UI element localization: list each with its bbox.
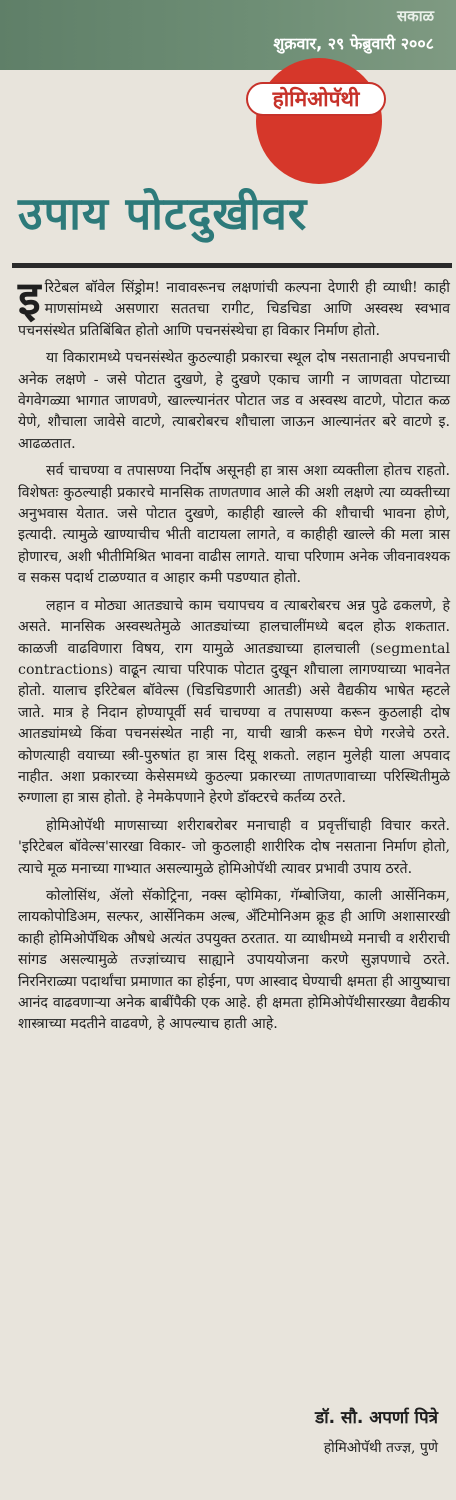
article-paragraph: कोलोसिंथ, ॲलो सॅकोट्रिना, नक्स व्होमिका, गॅम्बोजिया, काली आर्सेनिकम, लायकोपोडिअम, सल्फर, आर्सेनिकम अल्ब, ॲंटिमोनिअम क्रूड ही आणि अशासारखी काही होमिओपॅथिक औषधे अत्यंत उपयुक्त ठरतात. या व्याधीमध्ये मनाची व शरीराची सांगड असल्यामुळे तज्ज्ञांच्याच साह्याने उपाययोजना करणे सुज्ञपणाचे ठरते. निरनिराळ्या पदार्थांचा प्रमाणात का होईना, पण आस्वाद घेण्याची क्षमता ही आयुष्याचा आनंद वाढवणाऱ्या अनेक बाबींपैकी एक आहे. ही क्षमता होमिओपॅथीसारख्या वैद्यकीय शास्त्राच्या मदतीने वाढवणे, हे आपल्याच हाती आहे. xyxy=(18,887,450,1033)
section-tag: होमिओपॅथी xyxy=(246,82,386,116)
author-name: डॉ. सौ. अपर्णा पित्रे xyxy=(315,1408,438,1428)
article-paragraph: होमिओपॅथी माणसाच्या शरीराबरोबर मनाचाही व प्रवृत्तींचाही विचार करते. 'इरिटेबल बॉवेल्स'सारखा विकार- जो कुठलाही शारीरिक दोष नसताना निर्माण होतो, त्याचे मूळ मनाच्या गाभ्यात असल्यामुळे होमिओपॅथी त्यावर प्रभावी उपाय ठरते. xyxy=(18,817,450,877)
author-role: होमिओपॅथी तज्ज्ञ, पुणे xyxy=(323,1440,438,1456)
article-paragraph xyxy=(18,271,450,342)
section-circle-graphic xyxy=(256,58,382,184)
masthead-band xyxy=(0,0,456,70)
article-body xyxy=(18,271,450,1042)
drop-cap: इ xyxy=(18,271,41,325)
article-paragraph: सर्व चाचण्या व तपासण्या निर्दोष असूनही हा त्रास अशा व्यक्तीला होतच राहतो. विशेषतः कुठल्याही प्रकारचे मानसिक ताणतणाव आले की अशी लक्षणे त्या व्यक्तीच्या अनुभवास येतात. जसे पोटात दुखणे, काहीही खाल्ले की शौचाची भावना होणे, इत्यादी. त्यामुळे खाण्याचीच भीती वाटायला लागते, व काहीही खाल्ले की मला त्रास होणारच, अशी भीतीमिश्रित भावना वाढीस लागते. याचा परिणाम अनेक जीवनावश्यक व सकस पदार्थ टाळण्यात व आहार कमी पडण्यात होतो. xyxy=(18,463,450,587)
paragraph-text: रिटेबल बॉवेल सिंड्रोम! नावावरूनच लक्षणांची कल्पना देणारी ही व्याधी! काही माणसांमध्ये असणारा सततचा रागीट, चिडचिडा आणि अस्वस्थ स्वभाव पचनसंस्थेत प्रतिबिंबित होतो आणि पचनसंस्थेचा हा विकार निर्माण होतो. xyxy=(18,280,450,339)
article-paragraph: या विकारामध्ये पचनसंस्थेत कुठल्याही प्रकारचा स्थूल दोष नसतानाही अपचनाची अनेक लक्षणे - जसे पोटात दुखणे, हे दुखणे एकाच जागी न जाणवता पोटाच्या वेगवेगळ्या भागात जाणवणे, खाल्ल्यानंतर पोटात जड व अस्वस्थ वाटणे, पोटात कळ येणे, शौचाला जावेसे वाटणे, त्याबरोबरच शौचाला जाऊन आल्यानंतर बरे वाटणे इ. आढळतात. xyxy=(18,350,450,452)
publication-date: शुक्रवार, २९ फेब्रुवारी २००८ xyxy=(273,34,434,53)
article-paragraph: लहान व मोठ्या आतड्याचे काम चयापचय व त्याबरोबरच अन्न पुढे ढकलणे, हे असते. मानसिक अस्वस्थतेमुळे आतड्यांच्या हालचालींमध्ये बदल होऊ शकतात. काळजी वाढविणारा विषय, राग यामुळे आतड्याच्या हालचाली (segmental contractions) वाढून त्याचा परिपाक पोटात दुखून शौचाला लागण्याच्या भावनेत होतो. यालाच इरिटेबल बॉवेल्स (चिडचिडणारी आतडी) असे वैद्यकीय भाषेत म्हटले जाते. मात्र हे निदान होण्यापूर्वी सर्व चाचण्या व तपासण्या करून कुठलाही दोष आतड्यांमध्ये किंवा पचनसंस्थेत नाही ना, याची खात्री करून घेणे गरजेचे ठरते. कोणत्याही वयाच्या स्त्री-पुरुषांत हा त्रास दिसू शकतो. लहान मुलेही याला अपवाद नाहीत. अशा प्रकारच्या केसेसमध्ये कुठल्या प्रकारच्या ताणतणावाच्या परिस्थितीमुळे रुग्णाला हा त्रास होतो. हे नेमकेपणाने हेरणे डॉक्टरचे कर्तव्य ठरते. xyxy=(18,597,450,807)
headline-rule xyxy=(12,263,452,268)
newspaper-name: सकाळ xyxy=(397,7,434,25)
article-headline: उपाय पोटदुखीवर xyxy=(18,187,308,240)
